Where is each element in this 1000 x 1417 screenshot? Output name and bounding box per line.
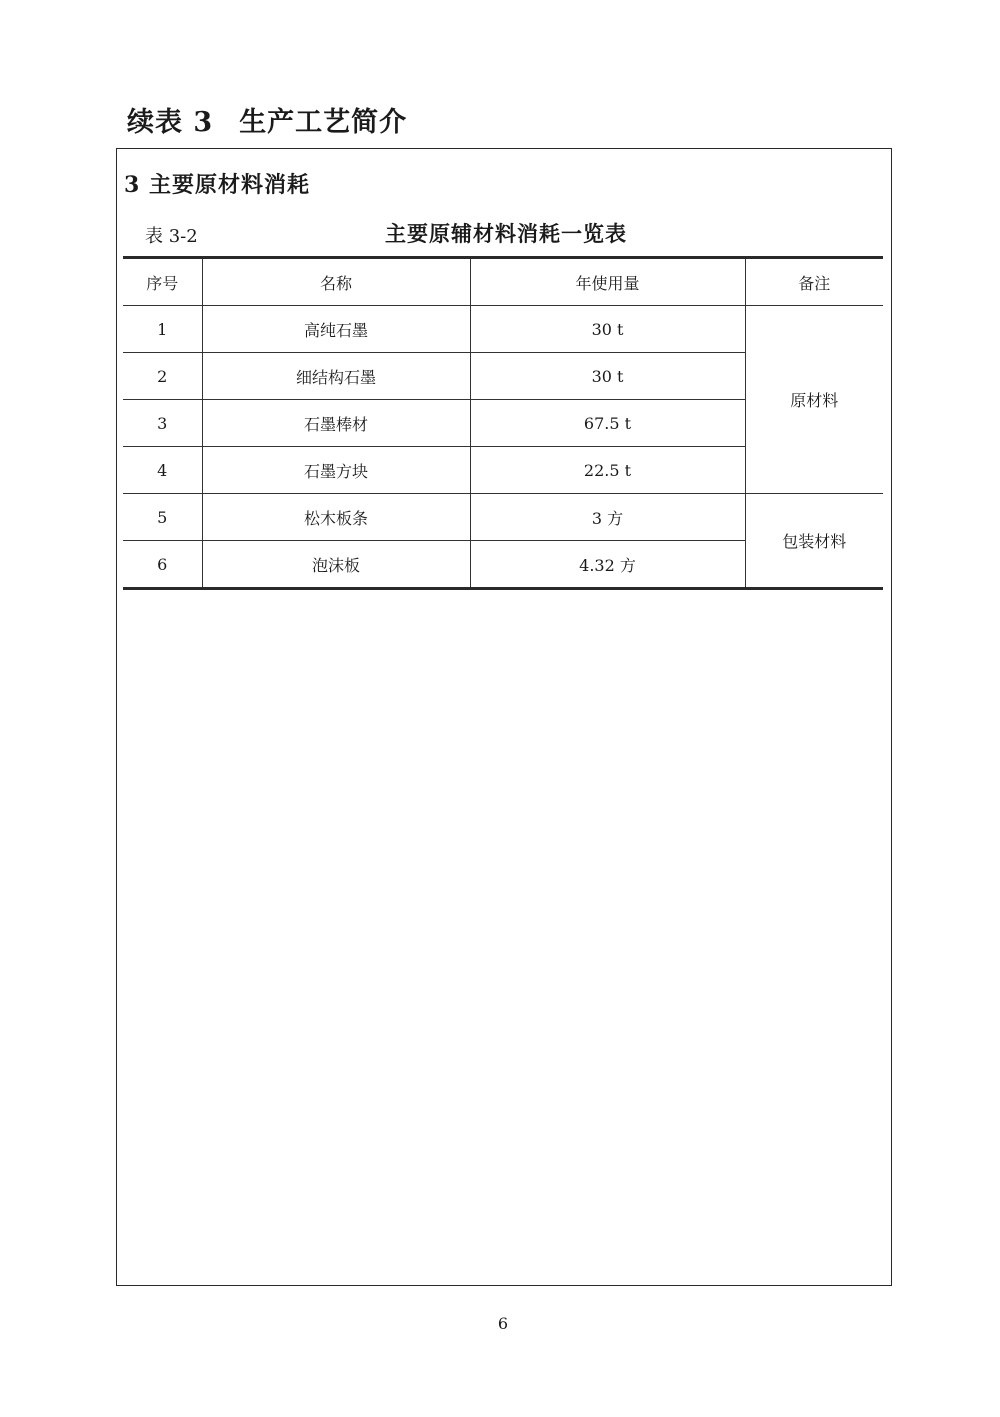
table-row <box>123 306 883 353</box>
cell-annual-usage: 67.5 t <box>470 400 745 447</box>
cell-name: 石墨棒材 <box>202 400 470 447</box>
cell-name: 泡沫板 <box>202 541 470 589</box>
cell-remark-raw-materials: 原材料 <box>745 306 883 494</box>
cell-annual-usage: 4.32 方 <box>470 541 745 589</box>
cell-index: 3 <box>123 400 202 447</box>
heading-label: 续表 3 <box>127 107 214 138</box>
section-title: 3 主要原材料消耗 <box>124 172 310 198</box>
materials-table <box>123 256 883 590</box>
header-remark: 备注 <box>745 258 883 306</box>
table-title: 主要原辅材料消耗一览表 <box>385 221 627 246</box>
cell-remark-packaging-materials: 包装材料 <box>745 494 883 589</box>
cell-name: 石墨方块 <box>202 447 470 494</box>
cell-index: 6 <box>157 554 168 574</box>
table-number: 表 3-2 <box>145 226 198 247</box>
cell-name: 松木板条 <box>202 494 470 541</box>
cell-annual-usage: 30 t <box>470 353 745 400</box>
header-name: 名称 <box>202 258 470 306</box>
cell-index: 4 <box>123 447 202 494</box>
heading-title: 生产工艺简介 <box>239 107 408 138</box>
table-row <box>123 494 883 541</box>
page-heading <box>127 100 407 139</box>
cell-annual-usage: 22.5 t <box>470 447 745 494</box>
header-annual-usage: 年使用量 <box>470 258 745 306</box>
cell-index: 5 <box>123 494 202 541</box>
header-index: 序号 <box>123 258 202 306</box>
table-header-row <box>123 258 883 306</box>
cell-index: 1 <box>123 306 202 353</box>
cell-name: 高纯石墨 <box>202 306 470 353</box>
cell-name: 细结构石墨 <box>202 353 470 400</box>
cell-index: 2 <box>123 353 202 400</box>
page-number: 6 <box>497 1314 509 1333</box>
cell-annual-usage: 30 t <box>470 306 745 353</box>
cell-annual-usage: 3 方 <box>470 494 745 541</box>
